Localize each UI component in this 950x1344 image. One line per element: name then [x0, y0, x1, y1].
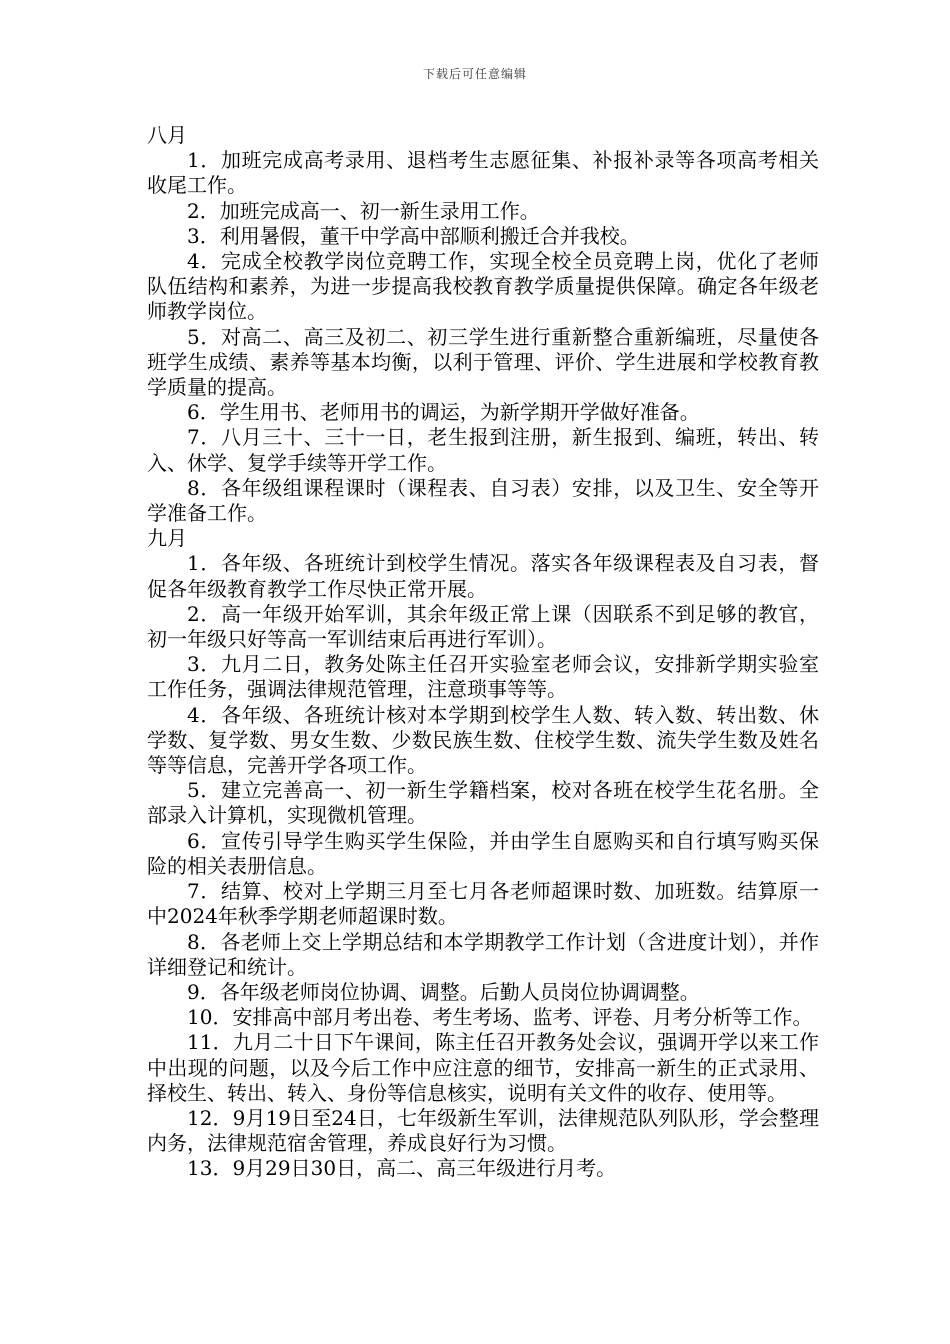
- list-item: 10．安排高中部月考出卷、考生考场、监考、评卷、月考分析等工作。: [187, 1005, 813, 1030]
- list-item: 1．各年级、各班统计到校学生情况。落实各年级课程表及自习表，督促各年级教育教学工作尽快正常开展。: [147, 551, 819, 601]
- list-item: 7．结算、校对上学期三月至七月各老师超课时数、加班数。结算原一中2024年秋季学期老师超课时数。: [147, 879, 819, 929]
- list-item: 3．利用暑假，董干中学高中部顺利搬迁合并我校。: [187, 223, 640, 248]
- list-item: 2．加班完成高一、初一新生录用工作。: [187, 198, 540, 223]
- section-heading-september: 九月: [147, 526, 187, 551]
- list-item: 12．9月19日至24日，七年级新生军训，法律规范队列队形，学会整理内务，法律规范宿舍管理，养成良好行为习惯。: [147, 1105, 819, 1156]
- document-body: [147, 123, 819, 1182]
- page-header: 下载后可任意编辑: [422, 67, 527, 81]
- list-item: 5．对高二、高三及初二、初三学生进行重新整合重新编班，尽量使各班学生成绩、素养等基本均衡，以利于管理、评价、学生进展和学校教育教学质量的提高。: [147, 324, 819, 400]
- list-item: 4．完成全校教学岗位竞聘工作，实现全校全员竞聘上岗，优化了老师队伍结构和素养，为进一步提高我校教育教学质量提供保障。确定各年级老师教学岗位。: [147, 249, 819, 324]
- list-item: 3．九月二日，教务处陈主任召开实验室老师会议，安排新学期实验室工作任务，强调法律规范管理，注意琐事等等。: [147, 652, 819, 702]
- list-item: 7．八月三十、三十一日，老生报到注册，新生报到、编班，转出、转入、休学、复学手续等开学工作。: [147, 425, 819, 475]
- list-item: 11．九月二十日下午课间，陈主任召开教务处会议，强调开学以来工作中出现的问题，以及今后工作中应注意的细节，安排高一新生的正式录用、择校生、转出、转入、身份等信息核实，说明有关文件的收存、使用等。: [147, 1030, 819, 1105]
- list-item: 2．高一年级开始军训，其余年级正常上课（因联系不到足够的教官，初一年级只好等高一军训结束后再进行军训）。: [147, 601, 819, 652]
- list-item: 6．宣传引导学生购买学生保险，并由学生自愿购买和自行填写购买保险的相关表册信息。: [147, 828, 819, 878]
- list-item: 4．各年级、各班统计核对本学期到校学生人数、转入数、转出数、休学数、复学数、男女生数、少数民族生数、住校学生数、流失学生数及姓名等等信息，完善开学各项工作。: [147, 702, 819, 778]
- list-item: 6．学生用书、老师用书的调运，为新学期开学做好准备。: [187, 400, 700, 425]
- list-item: 1．加班完成高考录用、退档考生志愿征集、补报补录等各项高考相关收尾工作。: [147, 148, 819, 198]
- list-item: 13．9月29日30日，高二、高三年级进行月考。: [187, 1156, 617, 1181]
- section-heading-august: 八月: [147, 123, 187, 147]
- list-item: 9．各年级老师岗位协调、调整。后勤人员岗位协调调整。: [187, 979, 700, 1004]
- list-item: 8．各老师上交上学期总结和本学期教学工作计划（含进度计划），并作详细登记和统计。: [147, 929, 819, 979]
- list-item: 8．各年级组课程课时（课程表、自习表）安排，以及卫生、安全等开学准备工作。: [147, 475, 819, 526]
- list-item: 5．建立完善高一、初一新生学籍档案，校对各班在校学生花名册。全部录入计算机，实现微机管理。: [147, 778, 819, 828]
